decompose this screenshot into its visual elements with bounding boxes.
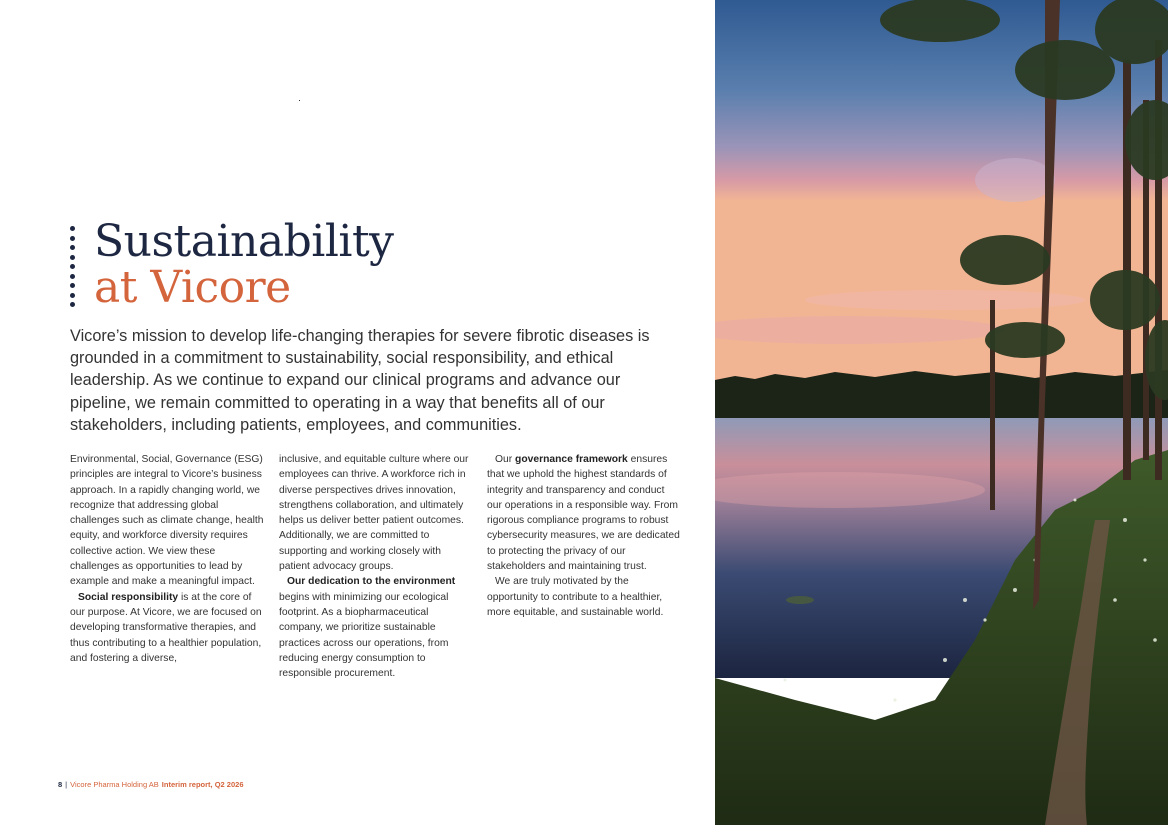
col2-paragraph-2-text: begins with minimizing our ecological footprint. As a biopharmaceutical company, we prioritize sustainable practices across our operations, from reducing energy consumption to responsible procurement. (279, 591, 449, 680)
page-footer (58, 780, 244, 789)
col3-paragraph-1-text: ensures that we uphold the highest standards of integrity and transparency and conduct our operations in a responsible way. From rigorous compliance programs to robust cybersecurity measures, we are dedicated to protecting the privacy of our stakeholders and maintaining trust. (487, 454, 680, 573)
lead-paragraph: Vicore’s mission to develop life-changing therapies for severe fibrotic diseases is grounded in a commitment to sustainability, social responsibility, and ethical leadership. As we continue to expand our clinical programs and advance our pipeline, we remain committed to operating in a way that benefits all of our stakeholders, including patients, employees, and communities. (70, 327, 650, 434)
title-line-1: Sustainability (94, 216, 394, 267)
governance-heading: governance framework (515, 454, 628, 465)
col3-paragraph-1-prefix: Our (495, 454, 516, 465)
col2-paragraph-2 (279, 574, 474, 681)
stray-mark (299, 100, 300, 101)
col3-paragraph-2: We are truly motivated by the opportunity to contribute to a healthier, more equitable, and sustainable world. (487, 576, 664, 618)
col3-paragraph-1 (487, 452, 682, 574)
page-number: 8 (58, 780, 63, 789)
col1-paragraph-2-text: is at the core of our purpose. At Vicore, we are focused on developing transformative therapies, and thus contributing to a healthier population, and fostering a diverse, (70, 591, 262, 664)
col2-paragraph-1: inclusive, and equitable culture where our employees can thrive. A workforce rich in diverse perspectives drives innovation, strengthens collaboration, and ultimately helps us deliver better patient outcomes. Additionally, we are committed to supporting and working closely with patient advocacy groups. (279, 454, 469, 573)
lake-sunset-photo (715, 0, 1168, 825)
title-line-2: at Vicore (94, 262, 291, 313)
text-column-1 (70, 452, 265, 666)
text-column-3 (487, 452, 682, 620)
environment-heading: Our dedication to the environment (287, 576, 456, 588)
footer-company: Vicore Pharma Holding AB (70, 780, 159, 789)
col1-paragraph-1: Environmental, Social, Governance (ESG) principles are integral to Vicore’s business approach. In a rapidly changing world, we recognize that addressing global challenges such as climate change, health equity, and workforce diversity requires collective action. We view these challenges as opportunities to lead by example and make a meaningful impact. (70, 454, 264, 588)
footer-report-title: Interim report, Q2 2026 (161, 780, 244, 789)
footer-separator: | (65, 780, 68, 789)
social-responsibility-heading: Social responsibility (78, 591, 179, 603)
dotted-rule (70, 226, 76, 307)
col1-paragraph-2 (70, 590, 265, 666)
text-column-2 (279, 452, 474, 681)
